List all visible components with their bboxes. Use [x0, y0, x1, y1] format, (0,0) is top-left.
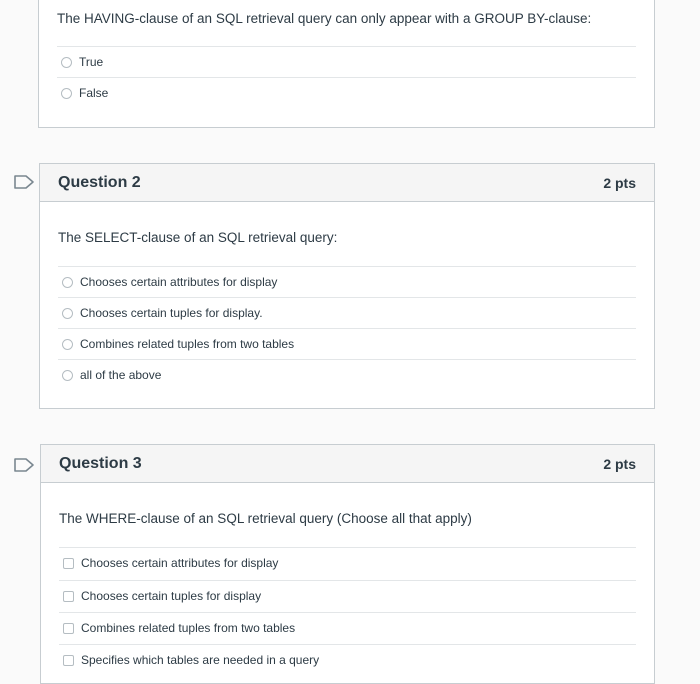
question-2-title: Question 2 [58, 174, 141, 191]
question-1-card [38, 0, 655, 128]
answer-option[interactable] [59, 612, 636, 644]
answer-label: Specifies which tables are needed in a query [81, 653, 320, 667]
question-1-text: The HAVING-clause of an SQL retrieval query can only appear with a GROUP BY-clause: [57, 11, 592, 26]
answer-label: Combines related tuples from two tables [81, 621, 296, 635]
question-2-text: The SELECT-clause of an SQL retrieval query: [58, 230, 338, 245]
radio-button[interactable] [62, 339, 73, 350]
answer-option[interactable] [58, 328, 636, 359]
question-2-answers [58, 266, 636, 390]
radio-button[interactable] [62, 308, 73, 319]
radio-button[interactable] [62, 277, 73, 288]
question-3-answers [59, 547, 636, 676]
answer-option[interactable] [57, 77, 636, 108]
answer-label: Chooses certain attributes for display [81, 556, 279, 570]
answer-label: Chooses certain tuples for display [81, 589, 262, 603]
answer-option[interactable] [59, 644, 636, 676]
answer-label: Combines related tuples from two tables [80, 337, 295, 351]
answer-label: True [79, 55, 104, 69]
checkbox[interactable] [63, 623, 74, 634]
answer-option[interactable] [58, 297, 636, 328]
radio-button[interactable] [61, 88, 72, 99]
question-2-card [39, 163, 655, 409]
question-2-header [40, 164, 654, 202]
answer-label: all of the above [80, 368, 162, 382]
question-3-text: The WHERE-clause of an SQL retrieval query (Choose all that apply) [59, 511, 472, 526]
checkbox[interactable] [63, 591, 74, 602]
flag-icon[interactable] [13, 458, 35, 472]
radio-button[interactable] [62, 370, 73, 381]
answer-label: False [79, 86, 109, 100]
checkbox[interactable] [63, 655, 74, 666]
checkbox[interactable] [63, 558, 74, 569]
question-2-points: 2 pts [603, 175, 636, 191]
flag-icon[interactable] [13, 175, 35, 189]
answer-option[interactable] [59, 547, 636, 580]
question-3-header [41, 445, 654, 483]
radio-button[interactable] [61, 57, 72, 68]
question-3-points: 2 pts [603, 456, 636, 472]
answer-option[interactable] [58, 359, 636, 390]
question-1-answers [57, 46, 636, 108]
answer-label: Chooses certain tuples for display. [80, 306, 263, 320]
answer-option[interactable] [57, 46, 636, 77]
question-3-title: Question 3 [59, 455, 142, 472]
answer-option[interactable] [58, 266, 636, 297]
answer-option[interactable] [59, 580, 636, 612]
question-3-card [40, 444, 655, 684]
answer-label: Chooses certain attributes for display [80, 275, 278, 289]
